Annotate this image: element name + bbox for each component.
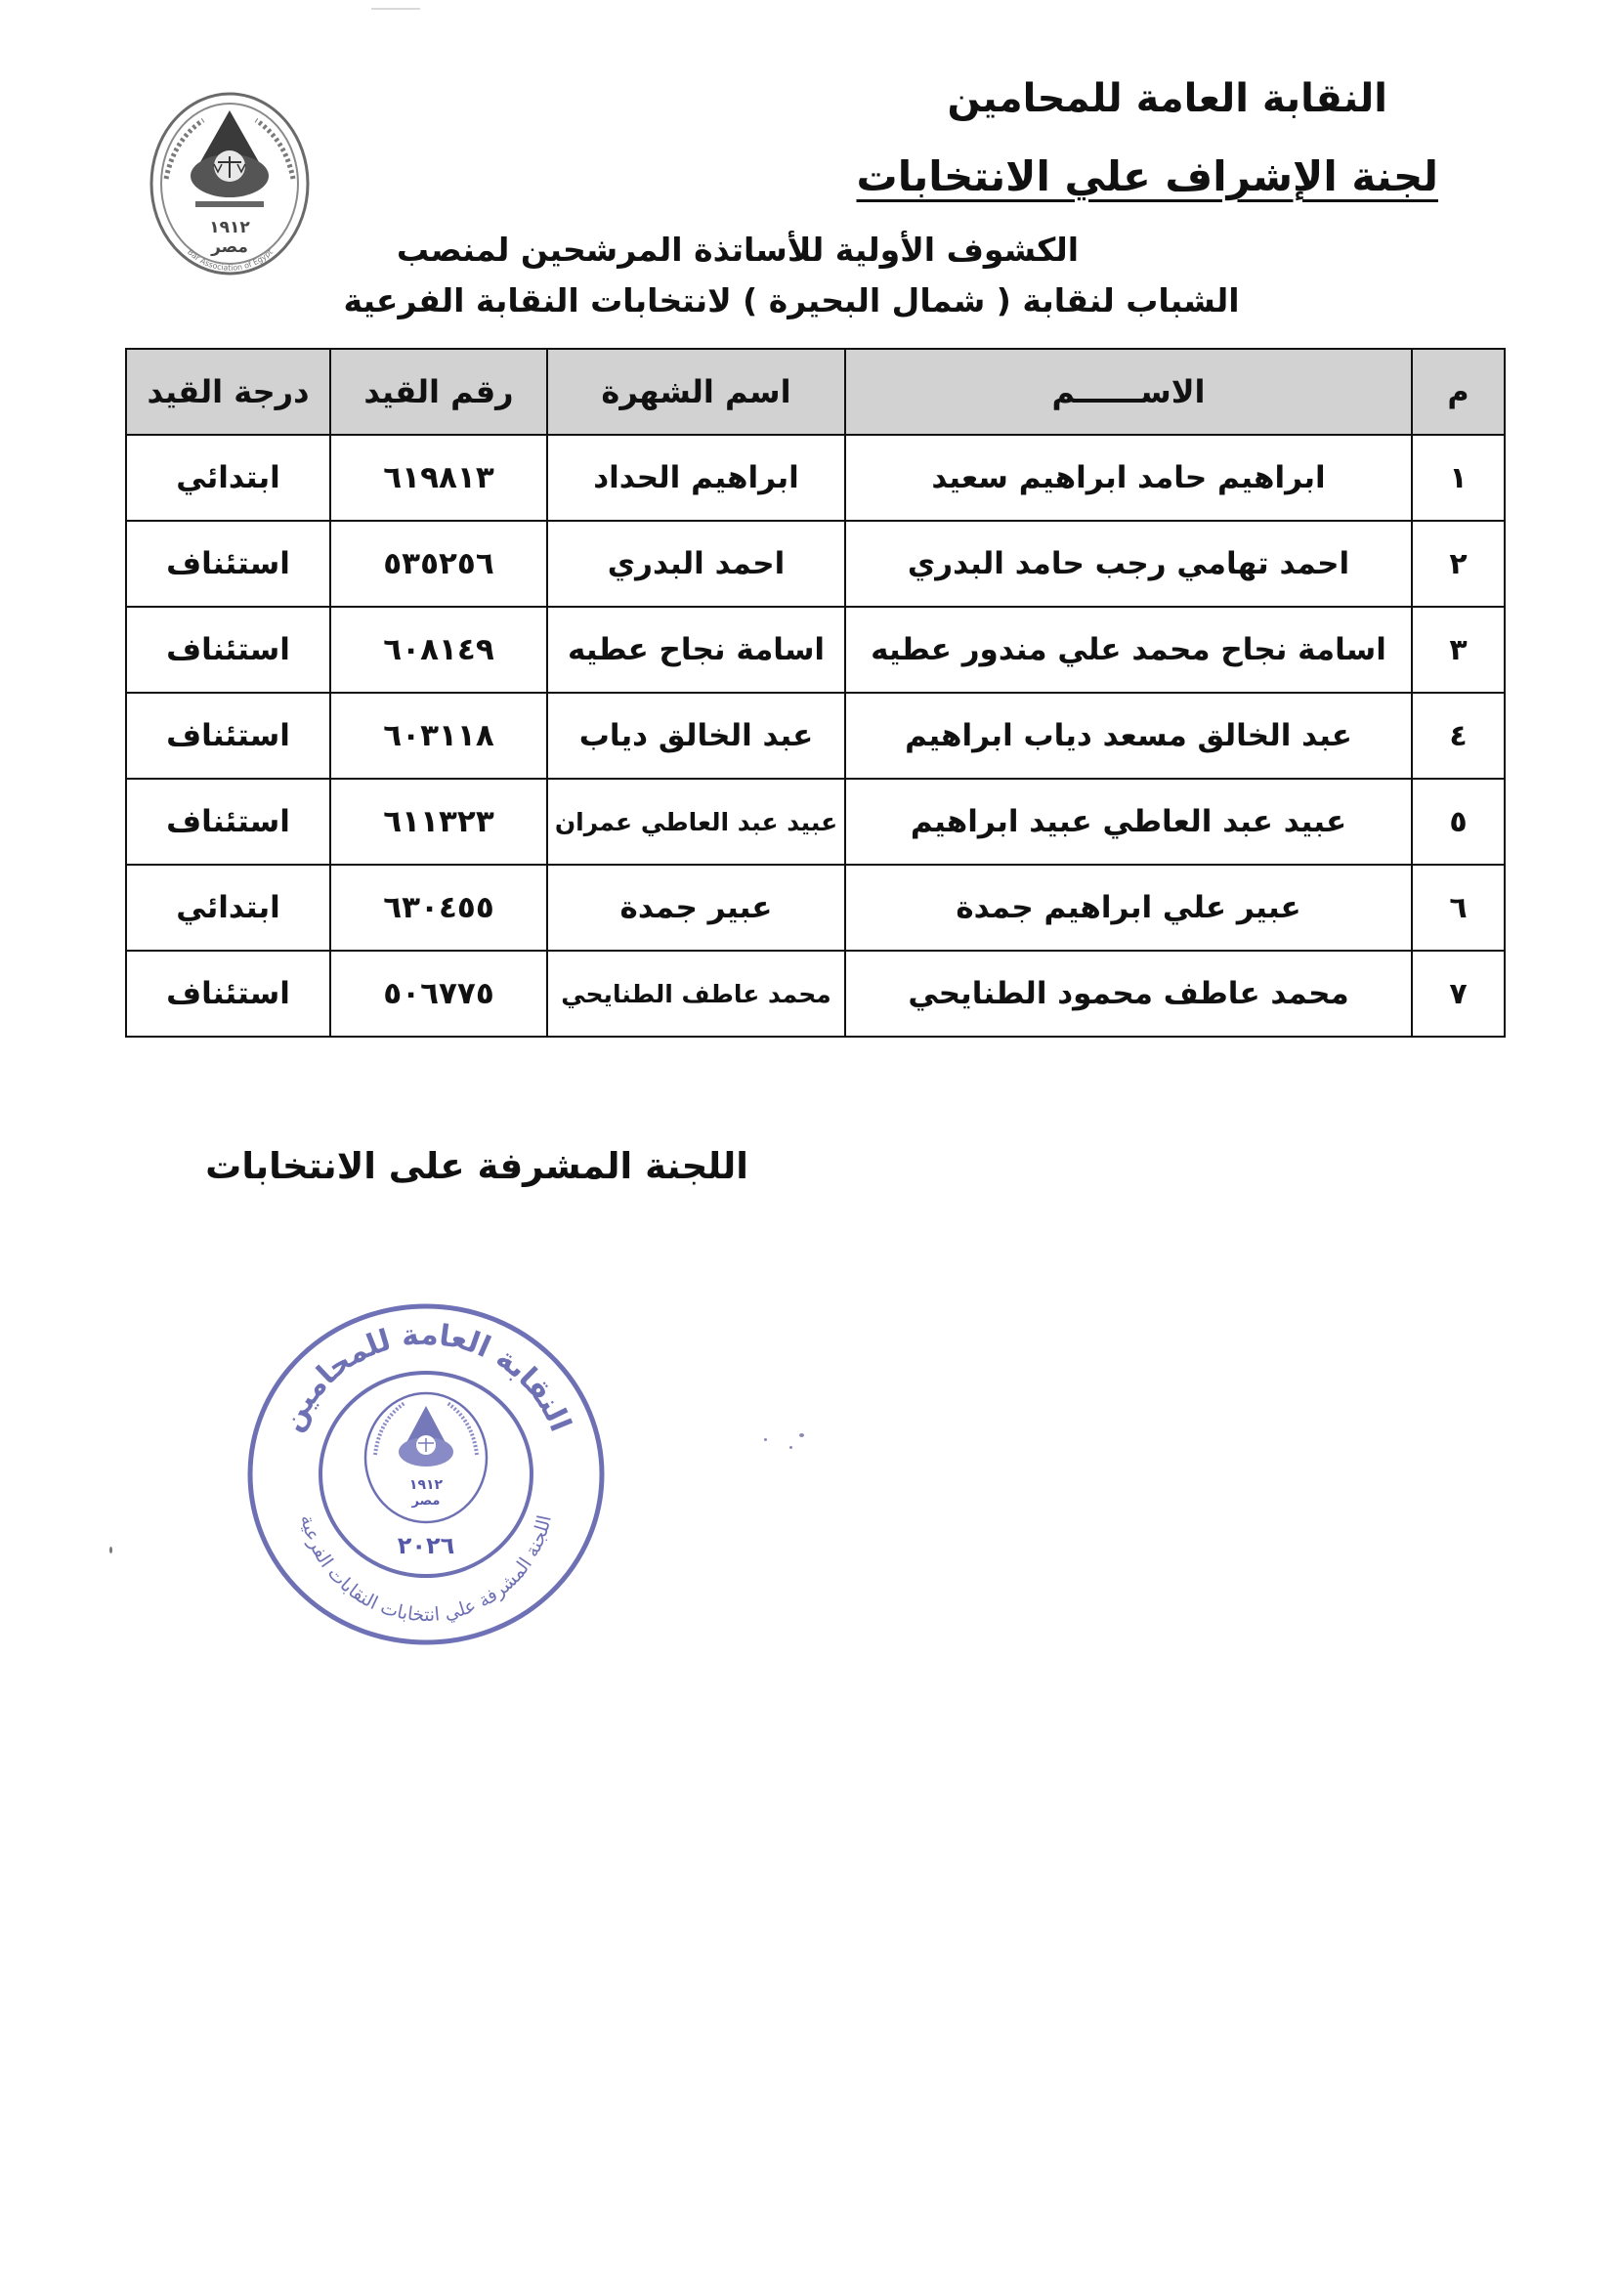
committee-name: لجنة الإشراف علي الانتخابات [856, 152, 1438, 200]
header-known-as: اسم الشهرة [547, 349, 845, 435]
table-row [126, 865, 1505, 951]
cell-name: احمد تهامي رجب حامد البدري [845, 521, 1412, 607]
cell-known-as: عبيد عبد العاطي عمران [547, 779, 845, 865]
cell-reg-no: ٦٠٣١١٨ [330, 693, 547, 779]
cell-no: ٧ [1412, 951, 1505, 1037]
cell-known-as: احمد البدري [547, 521, 845, 607]
table-row [126, 693, 1505, 779]
cell-no: ٦ [1412, 865, 1505, 951]
table-header-row [126, 349, 1505, 435]
signature-line: اللجنة المشرفة على الانتخابات [205, 1145, 748, 1187]
stamp-year: ١٩١٢ [408, 1477, 444, 1493]
cell-reg-level: ابتدائي [126, 865, 330, 951]
cell-reg-level: استئناف [126, 521, 330, 607]
table-row [126, 607, 1505, 693]
ink-speck [789, 1446, 792, 1449]
stamp-top-text: النقابة العامة للمحامين [275, 1317, 577, 1437]
cell-name: ابراهيم حامد ابراهيم سعيد [845, 435, 1412, 521]
table-row [126, 435, 1505, 521]
bar-association-emblem-icon [145, 86, 316, 286]
cell-reg-level: استئناف [126, 779, 330, 865]
stamp-country: مصر [411, 1494, 441, 1509]
official-stamp-icon [231, 1284, 621, 1665]
cell-no: ٥ [1412, 779, 1505, 865]
cell-reg-level: استئناف [126, 693, 330, 779]
ink-speck [764, 1438, 767, 1441]
logo-year: ١٩١٢ [209, 218, 250, 237]
table-row [126, 779, 1505, 865]
ink-speck [109, 1547, 112, 1553]
cell-reg-no: ٦٣٠٤٥٥ [330, 865, 547, 951]
stamp-number: ٢٠٢٦ [397, 1532, 455, 1559]
list-title-line1: الكشوف الأولية للأساتذة المرشحين لمنصب [396, 231, 1080, 269]
cell-name: اسامة نجاح محمد علي مندور عطيه [845, 607, 1412, 693]
table-row [126, 521, 1505, 607]
logo-ring-text: Bar Association of Egypt [186, 247, 275, 273]
cell-known-as: محمد عاطف الطنايحي [547, 951, 845, 1037]
cell-reg-level: ابتدائي [126, 435, 330, 521]
cell-no: ٢ [1412, 521, 1505, 607]
cell-reg-level: استئناف [126, 951, 330, 1037]
logo-country: مصر [211, 237, 248, 257]
cell-no: ١ [1412, 435, 1505, 521]
cell-known-as: عبد الخالق دياب [547, 693, 845, 779]
header-name: الاســــــم [845, 349, 1412, 435]
scan-mark [371, 8, 420, 10]
list-title [293, 225, 1290, 326]
candidates-table [125, 348, 1506, 1038]
cell-reg-no: ٦١١٣٢٣ [330, 779, 547, 865]
cell-reg-level: استئناف [126, 607, 330, 693]
cell-reg-no: ٥٠٦٧٧٥ [330, 951, 547, 1037]
cell-known-as: ابراهيم الحداد [547, 435, 845, 521]
header-no: م [1412, 349, 1505, 435]
cell-known-as: اسامة نجاح عطيه [547, 607, 845, 693]
cell-name: عبيد عبد العاطي عبيد ابراهيم [845, 779, 1412, 865]
cell-no: ٣ [1412, 607, 1505, 693]
cell-no: ٤ [1412, 693, 1505, 779]
cell-name: عبد الخالق مسعد دياب ابراهيم [845, 693, 1412, 779]
org-name: النقابة العامة للمحامين [947, 76, 1387, 121]
cell-reg-no: ٥٣٥٢٥٦ [330, 521, 547, 607]
stamp-bottom-text: اللجنة المشرفة علي انتخابات النقابات الفرعية [296, 1512, 556, 1627]
svg-text:اللجنة المشرفة علي انتخابات ال [296, 1513, 556, 1626]
list-title-line2: الشباب لنقابة ( شمال البحيرة ) لانتخابات النقابة الفرعية [343, 281, 1240, 319]
cell-name: عبير علي ابراهيم جمدة [845, 865, 1412, 951]
cell-reg-no: ٦٠٨١٤٩ [330, 607, 547, 693]
cell-known-as: عبير جمدة [547, 865, 845, 951]
cell-reg-no: ٦١٩٨١٣ [330, 435, 547, 521]
header-reg-level: درجة القيد [126, 349, 330, 435]
ink-speck [799, 1433, 804, 1437]
header-reg-no: رقم القيد [330, 349, 547, 435]
cell-name: محمد عاطف محمود الطنايحي [845, 951, 1412, 1037]
table-row [126, 951, 1505, 1037]
